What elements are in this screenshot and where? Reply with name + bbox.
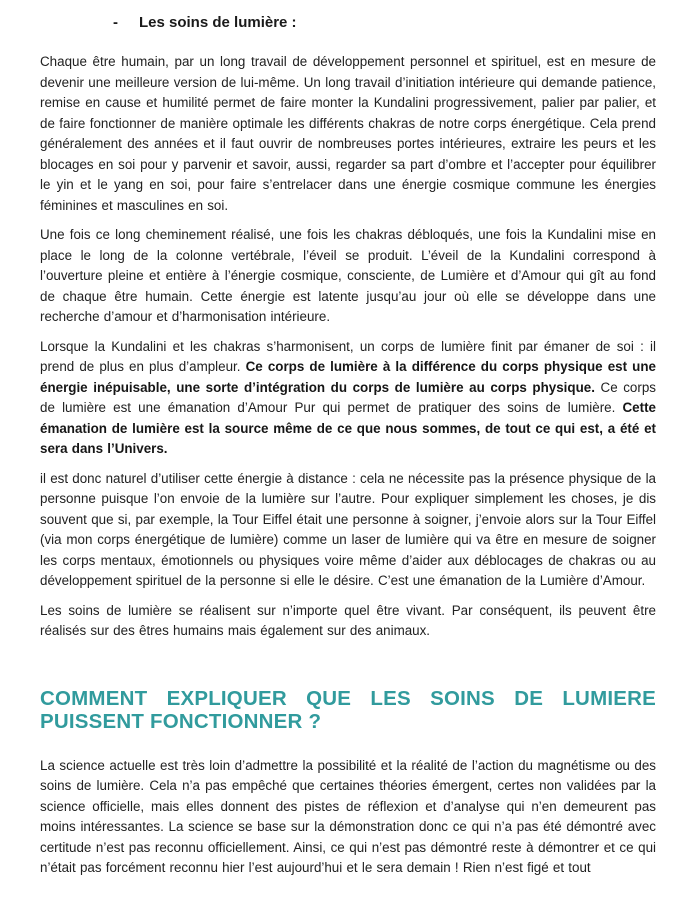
paragraph-corps-de-lumiere <box>40 337 656 460</box>
paragraph-text: Chaque être humain, par un long travail de développement personnel et spirituel, est en mesure de devenir une meilleure version de lui-même. Un long travail d’initiation intérieure qui demande patience, remise en cause et humilité permet de faire monter la Kundalini progressivement, palier par palier, et de faire fonctionner de manière optimale les différents chakras de notre corps énergétique. Cela prend généralement des années et il faut ouvrir de nombreuses portes intérieures, extraire les peurs et les blocages en soi pour y parvenir et savoir, aussi, regarder sa part d’ombre et l’accepter pour équilibrer le yin et le yang en soi, pour faire s’entrelacer dans une énergie cosmique commune les énergies féminines et masculines en soi. <box>40 54 656 213</box>
section-heading-comment-expliquer <box>40 687 656 734</box>
paragraph-text: Une fois ce long cheminement réalisé, une fois les chakras débloqués, une fois la Kundalini mise en place le long de la colonne vertébrale, l’éveil se produit. L’éveil de la Kundalini correspond à l’ouverture pleine et entière à l’énergie cosmique, consciente, de Lumière et d’Amour qui gît au fond de chaque être humain. Cette énergie est latente jusqu’au jour où elle se développe dans une recherche d’amour et d’harmonisation intérieure. <box>40 227 656 324</box>
paragraph-text-bold: Cette émanation de lumière est la source même de ce que nous sommes, de tout ce qui est, a été et sera dans l’Univers. <box>40 400 656 456</box>
doc-title <box>113 13 656 32</box>
doc-title-label: Les soins de lumière : <box>139 14 297 31</box>
paragraph-etres-vivants <box>40 601 656 642</box>
paragraph-text: La science actuelle est très loin d’admettre la possibilité et la réalité de l’action du magnétisme ou des soins de lumière. Cela n’a pas empêché que certaines théories émergent, certes non validées par la science officielle, mais elles donnent des pistes de réflexion et d’analyse qui n’en demeurent pas moins intéressantes. La science se base sur la démonstration donc ce qui n’a pas été démontré avec certitude n’est pas reconnu officiellement. Ainsi, ce qui n’est pas démontré reste à démontrer et ce qui n’était pas forcément reconnu hier l’est aujourd’hui et le sera demain ! Rien n’est figé et tout <box>40 757 656 875</box>
paragraph-text: il est donc naturel d’utiliser cette énergie à distance : cela ne nécessite pas la présence physique de la personne puisque l’on envoie de la lumière sur l’autre. Pour expliquer simplement les choses, je dis souvent que si, par exemple, la Tour Eiffel était une personne à soigner, j’envoie alors sur la Tour Eiffel (via mon corps énergétique de lumière) comme un laser de lumière qui va être en mesure de soigner les corps mentaux, émotionnels ou physiques voire même d’aider aux déblocages de chakras ou au développement spirituel de la personne si elle le désire. C’est une émanation de la Lumière d’Amour. <box>40 470 656 588</box>
paragraph-kundalini-intro <box>40 52 656 216</box>
paragraph-soins-a-distance <box>40 469 656 592</box>
paragraph-eveil <box>40 225 656 328</box>
paragraph-text-bold: Ce corps de lumière à la différence du corps physique est une énergie inépuisable, une sorte d’intégration du corps de lumière au corps physique. <box>40 359 656 395</box>
paragraph-text: Les soins de lumière se réalisent sur n’importe quel être vivant. Par conséquent, ils peuvent être réalisés sur des êtres humains mais également sur des animaux. <box>40 602 656 638</box>
section-heading-line1: COMMENT EXPLIQUER QUE LES SOINS DE LUMIERE <box>40 686 656 710</box>
paragraph-text: Lorsque la Kundalini et les chakras s’harmonisent, un corps de lumière finit par émaner de soi : il prend de plus en plus d’ampleur. <box>40 338 656 374</box>
paragraph-text: Ce corps de lumière est une émanation d’Amour Pur qui permet de pratiquer des soins de lumière. <box>40 379 656 415</box>
section-heading-line2: PUISSENT FONCTIONNER ? <box>40 710 322 733</box>
paragraph-science <box>40 756 656 879</box>
list-dash-bullet: - <box>113 14 118 31</box>
